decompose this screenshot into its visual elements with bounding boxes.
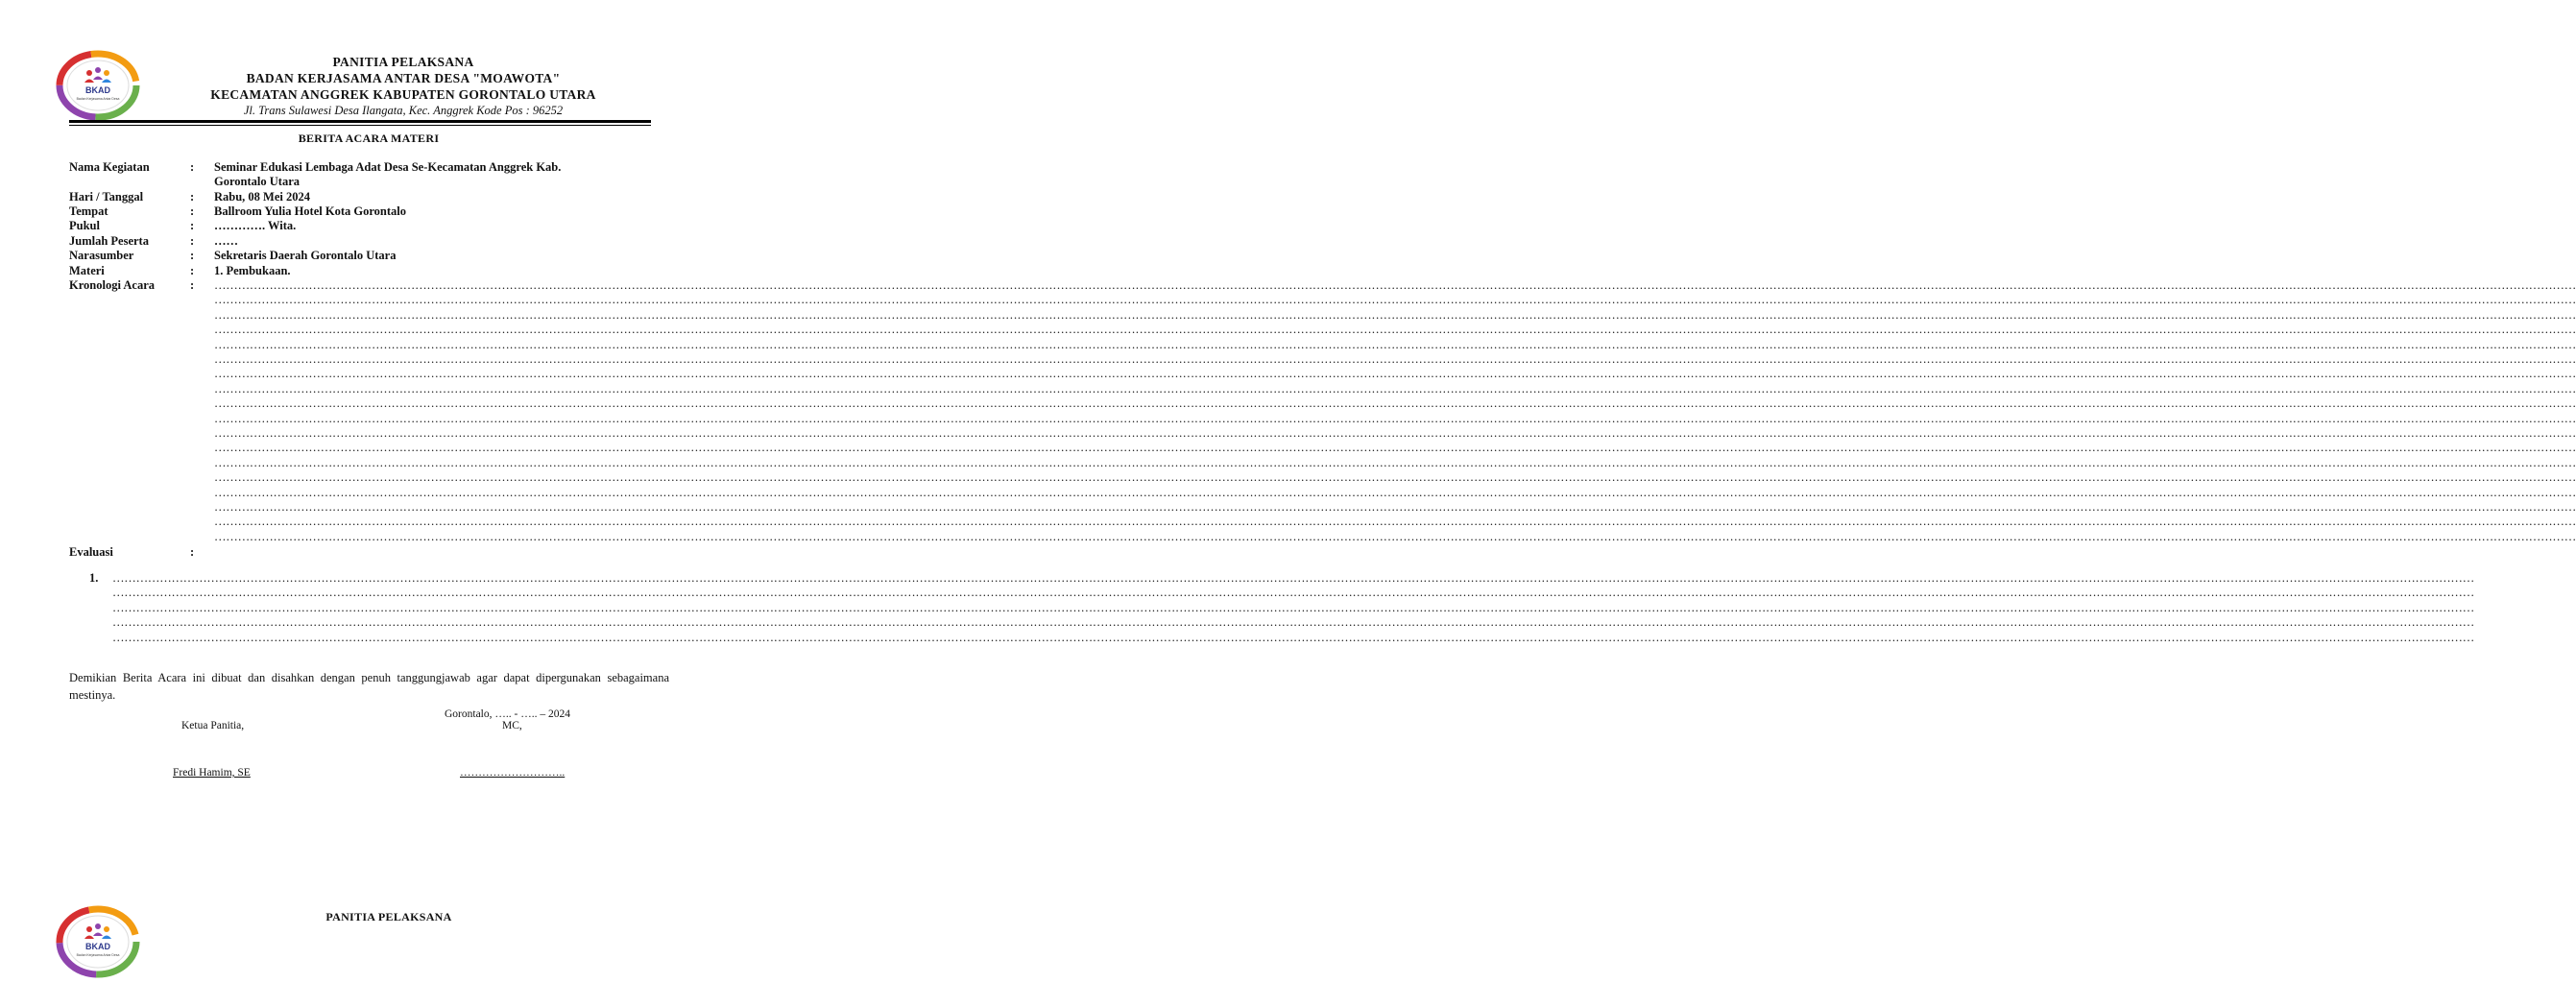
- svg-text:Badan Kerjasama Antar Desa: Badan Kerjasama Antar Desa: [76, 953, 120, 957]
- kronologi-dotted-line: ……………………………………………………………………………………………………………………………………………………………………………………………………………………………………………………………………………………………………………………………………………………………………………………………………………………………………………………………………………………………………………………………………………………: [214, 381, 2576, 396]
- kronologi-dotted-line: ……………………………………………………………………………………………………………………………………………………………………………………………………………………………………………………………………………………………………………………………………………………………………………………………………………………………………………………………………………………………………………………………………………………: [214, 367, 2576, 381]
- evaluasi-colon: :: [190, 545, 195, 559]
- kronologi-dotted-line: ……………………………………………………………………………………………………………………………………………………………………………………………………………………………………………………………………………………………………………………………………………………………………………………………………………………………………………………………………………………………………………………………………………………: [214, 455, 2576, 469]
- kronologi-dotted-line: ……………………………………………………………………………………………………………………………………………………………………………………………………………………………………………………………………………………………………………………………………………………………………………………………………………………………………………………………………………………………………………………………………………………: [214, 278, 2576, 292]
- kronologi-dotted-line: ……………………………………………………………………………………………………………………………………………………………………………………………………………………………………………………………………………………………………………………………………………………………………………………………………………………………………………………………………………………………………………………………………………………: [214, 411, 2576, 425]
- kronologi-dotted-line: ……………………………………………………………………………………………………………………………………………………………………………………………………………………………………………………………………………………………………………………………………………………………………………………………………………………………………………………………………………………………………………………………………………………: [214, 323, 2576, 337]
- field-colon: :: [190, 219, 195, 232]
- kronologi-dotted-line: ……………………………………………………………………………………………………………………………………………………………………………………………………………………………………………………………………………………………………………………………………………………………………………………………………………………………………………………………………………………………………………………………………………………: [214, 470, 2576, 485]
- evaluasi-dotted-line: ……………………………………………………………………………………………………………………………………………………………………………………………………………………………………………………………………………………………………………………………………………………………………………………………………………………………………………………………………………………………………………………………………………………: [112, 630, 2475, 644]
- field-colon: :: [190, 234, 195, 248]
- kronologi-dotted-line: ……………………………………………………………………………………………………………………………………………………………………………………………………………………………………………………………………………………………………………………………………………………………………………………………………………………………………………………………………………………………………………………………………………………: [214, 307, 2576, 322]
- field-value: Sekretaris Daerah Gorontalo Utara: [214, 249, 397, 262]
- field-label: Narasumber: [69, 249, 134, 262]
- field-value-cont: Gorontalo Utara: [214, 175, 300, 188]
- field-colon: :: [190, 278, 195, 292]
- field-value: Rabu, 08 Mei 2024: [214, 190, 310, 204]
- evaluasi-dotted-line: ……………………………………………………………………………………………………………………………………………………………………………………………………………………………………………………………………………………………………………………………………………………………………………………………………………………………………………………………………………………………………………………………………………………: [112, 586, 2475, 600]
- letterhead-divider-thin: [69, 125, 651, 126]
- field-colon: :: [190, 190, 195, 204]
- field-value: Seminar Edukasi Lembaga Adat Desa Se-Kecamatan Anggrek Kab.: [214, 160, 562, 174]
- field-value: …………. Wita.: [214, 219, 297, 232]
- svg-text:Badan Kerjasama Antar Desa: Badan Kerjasama Antar Desa: [76, 97, 120, 101]
- kronologi-dotted-line: ……………………………………………………………………………………………………………………………………………………………………………………………………………………………………………………………………………………………………………………………………………………………………………………………………………………………………………………………………………………………………………………………………………………: [214, 352, 2576, 366]
- field-colon: :: [190, 249, 195, 262]
- signature-place-date: Gorontalo, ….. - ….. – 2024: [445, 708, 570, 720]
- evaluasi-label: Evaluasi: [69, 545, 113, 559]
- field-label: Hari / Tanggal: [69, 190, 144, 204]
- field-label: Nama Kegiatan: [69, 160, 150, 174]
- kronologi-dotted-line: ……………………………………………………………………………………………………………………………………………………………………………………………………………………………………………………………………………………………………………………………………………………………………………………………………………………………………………………………………………………………………………………………………………………: [214, 293, 2576, 307]
- kronologi-dotted-line: ……………………………………………………………………………………………………………………………………………………………………………………………………………………………………………………………………………………………………………………………………………………………………………………………………………………………………………………………………………………………………………………………………………………: [214, 515, 2576, 529]
- kronologi-dotted-line: ……………………………………………………………………………………………………………………………………………………………………………………………………………………………………………………………………………………………………………………………………………………………………………………………………………………………………………………………………………………………………………………………………………………: [214, 529, 2576, 543]
- field-colon: :: [190, 160, 195, 174]
- kronologi-dotted-line: ……………………………………………………………………………………………………………………………………………………………………………………………………………………………………………………………………………………………………………………………………………………………………………………………………………………………………………………………………………………………………………………………………………………: [214, 396, 2576, 411]
- field-label: Pukul: [69, 219, 100, 232]
- document-title: BERITA ACARA MATERI: [298, 132, 440, 145]
- letterhead-line-1: PANITIA PELAKSANA: [332, 55, 474, 69]
- evaluasi-dotted-line: ……………………………………………………………………………………………………………………………………………………………………………………………………………………………………………………………………………………………………………………………………………………………………………………………………………………………………………………………………………………………………………………………………………………: [112, 600, 2475, 614]
- field-colon: :: [190, 264, 195, 277]
- letterhead-line-3: KECAMATAN ANGGREK KABUPATEN GORONTALO UTARA: [210, 87, 596, 102]
- evaluasi-item-number: 1.: [89, 571, 99, 585]
- evaluasi-dotted-line: ……………………………………………………………………………………………………………………………………………………………………………………………………………………………………………………………………………………………………………………………………………………………………………………………………………………………………………………………………………………………………………………………………………………: [112, 615, 2475, 630]
- field-label: Materi: [69, 264, 105, 277]
- svg-text:BKAD: BKAD: [85, 942, 110, 951]
- bkad-logo: [58, 52, 138, 119]
- field-label: Tempat: [69, 204, 108, 218]
- footer-text: PANITIA PELAKSANA: [325, 910, 452, 923]
- letterhead-address: Jl. Trans Sulawesi Desa Ilangata, Kec. Anggrek Kode Pos : 96252: [243, 104, 564, 117]
- signature-left-name: Fredi Hamim, SE: [173, 767, 251, 779]
- kronologi-dotted-line: ……………………………………………………………………………………………………………………………………………………………………………………………………………………………………………………………………………………………………………………………………………………………………………………………………………………………………………………………………………………………………………………………………………………: [214, 500, 2576, 514]
- kronologi-dotted-line: ……………………………………………………………………………………………………………………………………………………………………………………………………………………………………………………………………………………………………………………………………………………………………………………………………………………………………………………………………………………………………………………………………………………: [214, 426, 2576, 440]
- letterhead-divider-thick: [69, 120, 651, 123]
- field-label: Kronologi Acara: [69, 278, 156, 292]
- signature-left-title: Ketua Panitia,: [181, 720, 245, 731]
- letterhead: [144, 54, 662, 119]
- evaluasi-dotted-line: ……………………………………………………………………………………………………………………………………………………………………………………………………………………………………………………………………………………………………………………………………………………………………………………………………………………………………………………………………………………………………………………………………………………: [112, 571, 2475, 585]
- svg-text:BKAD: BKAD: [85, 85, 110, 95]
- signature-right-title: MC,: [502, 720, 522, 731]
- kronologi-dotted-line: ……………………………………………………………………………………………………………………………………………………………………………………………………………………………………………………………………………………………………………………………………………………………………………………………………………………………………………………………………………………………………………………………………………………: [214, 485, 2576, 499]
- kronologi-dotted-line: ……………………………………………………………………………………………………………………………………………………………………………………………………………………………………………………………………………………………………………………………………………………………………………………………………………………………………………………………………………………………………………………………………………………: [214, 441, 2576, 455]
- field-colon: :: [190, 204, 195, 218]
- letterhead-line-2: BADAN KERJASAMA ANTAR DESA "MOAWOTA": [246, 71, 561, 85]
- field-value: Ballroom Yulia Hotel Kota Gorontalo: [214, 204, 407, 218]
- field-value: ……: [214, 234, 238, 248]
- kronologi-dotted-line: ……………………………………………………………………………………………………………………………………………………………………………………………………………………………………………………………………………………………………………………………………………………………………………………………………………………………………………………………………………………………………………………………………………………: [214, 337, 2576, 351]
- closing-paragraph: Demikian Berita Acara ini dibuat dan disahkan dengan penuh tanggungjawab agar dapat dipergunakan sebagaimana mestinya.: [69, 671, 669, 702]
- field-value: 1. Pembukaan.: [214, 264, 291, 277]
- signature-right-name: ………………………..: [460, 767, 566, 779]
- field-label: Jumlah Peserta: [69, 234, 149, 248]
